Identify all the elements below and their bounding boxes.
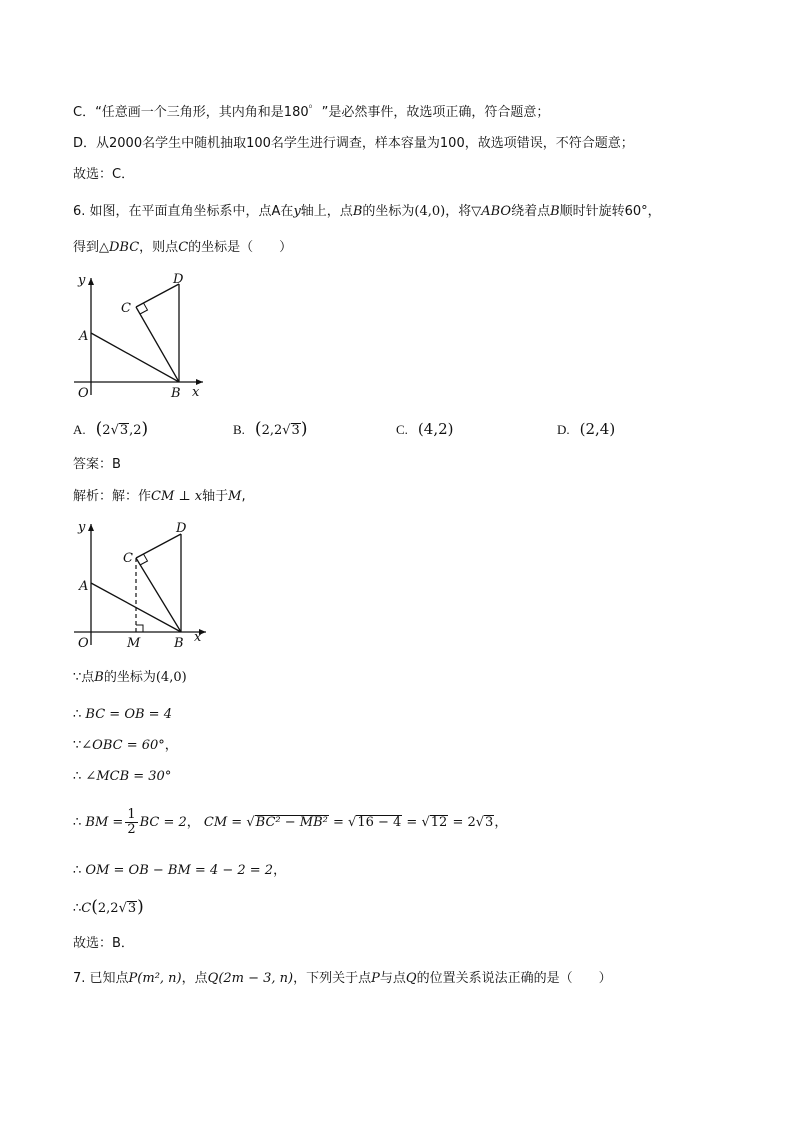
s6a: ∴ (73, 863, 82, 878)
question-7 (73, 969, 612, 989)
q7-qv: (2m − 3, n) (218, 971, 294, 986)
s5o: ， (494, 815, 508, 830)
opt-d-val: (2,4) (579, 420, 616, 438)
an-cm: CM (151, 489, 175, 504)
q7-q: Q (207, 971, 219, 986)
q7-p2: P (371, 971, 380, 986)
option-d-explanation: D．从2000名学生中随机抽取100名学生进行调查，样本容量为100，故选项错误，不符合题意； (73, 136, 634, 151)
q7-t3: 的位置关系说法正确的是（ ） (416, 971, 612, 986)
paren-r: ) (141, 419, 149, 439)
label-y: y (78, 273, 86, 288)
q6-t8: 绕着点 (511, 204, 551, 219)
label-c: C (121, 301, 131, 316)
q6-l2a: 得到△ (73, 240, 109, 255)
step-4 (73, 767, 171, 787)
paren-l: ( (91, 897, 98, 917)
q6-prefix: 6. 如图，在平面直角坐标系中，点A在 (73, 204, 294, 219)
s4b: ∠MCB = 30° (85, 769, 172, 784)
s3a: ∵ (73, 738, 82, 753)
label-y: y (78, 520, 86, 535)
q7-t2: 与点 (379, 971, 406, 986)
segment-dc (136, 284, 179, 307)
opt-c-val: (4,2) (417, 420, 454, 438)
s7a: ∴ (73, 901, 82, 916)
s2a: ∴ (73, 707, 82, 722)
opt-b-v1: 2,2 (261, 423, 283, 438)
s1d: (4,0) (155, 670, 187, 685)
s5i: 16 − 4 (357, 815, 402, 830)
sqrt-sign: √ (475, 815, 485, 830)
q6-b2: B (550, 204, 560, 219)
sqrt-sign: √ (348, 815, 357, 830)
q6-t2: 轴上，点 (300, 204, 353, 219)
step-5 (73, 808, 507, 838)
label-b: B (171, 386, 181, 401)
q6-c: C (178, 240, 189, 255)
segment-ab (91, 333, 179, 382)
s5l: = 2 (448, 815, 476, 830)
q7-prefix: 7. 已知点 (73, 971, 129, 986)
q6-l2e: 的坐标是（ ） (188, 240, 293, 255)
an-t1: 解析：解：作 (73, 489, 152, 504)
s1b: B (94, 670, 104, 685)
sqrt-sign: √ (421, 815, 430, 830)
label-x: x (192, 385, 200, 400)
right-angle-m (136, 625, 143, 632)
s7b: C (81, 901, 92, 916)
q6-abo: ABO (481, 204, 512, 219)
step-3 (73, 736, 178, 756)
s5f: CM = (203, 815, 243, 830)
frac-num: 1 (127, 807, 136, 822)
sqrt-sign: √ (110, 423, 119, 438)
s6b: OM = OB − BM = 4 − 2 = 2 (85, 863, 274, 878)
paren-l: ( (254, 419, 262, 439)
q6-l2c: ，则点 (139, 240, 179, 255)
frac-den: 2 (127, 822, 136, 837)
label-x: x (194, 630, 202, 645)
q7-p: P (128, 971, 138, 986)
paren-r: ) (300, 419, 308, 439)
s1a: ∵点 (73, 670, 95, 685)
s5c: BC = 2 (139, 815, 187, 830)
q6-y: y (293, 204, 301, 219)
q7-pv: (m², n) (137, 971, 182, 986)
label-a: A (79, 579, 89, 594)
an-m: M (228, 489, 242, 504)
q7-q2: Q (405, 971, 417, 986)
s3c: ， (164, 738, 178, 753)
paren-l: ( (95, 419, 103, 439)
s5k: 12 (430, 815, 448, 830)
s4a: ∴ (73, 769, 82, 784)
q6-dbc: DBC (109, 240, 140, 255)
option-c-key: C. (396, 422, 408, 437)
option-a (73, 418, 148, 442)
option-c (396, 418, 453, 442)
s5e: ， (186, 815, 200, 830)
sqrt-sign: √ (118, 901, 127, 916)
answer-q5: 故选：C． (73, 167, 135, 182)
segment-cb (136, 558, 181, 632)
q6-b: B (352, 204, 363, 219)
s3b: ∠OBC = 60° (81, 738, 165, 753)
an-perp: ⊥ (174, 489, 195, 504)
an-t7: , (241, 489, 246, 504)
s2b: BC = OB = 4 (85, 707, 172, 722)
opt-b-rad: 3 (291, 423, 300, 438)
sqrt-sign: √ (282, 423, 291, 438)
s7e: 3 (127, 901, 137, 916)
sqrt-sign: √ (246, 815, 255, 830)
label-b: B (174, 636, 184, 649)
question-6-line1 (73, 202, 661, 222)
s5h: = (328, 815, 349, 830)
opt-a-v1: 2 (102, 423, 111, 438)
analysis-intro (73, 487, 246, 507)
answer-q6: 答案：B (73, 457, 121, 472)
label-d: D (176, 521, 187, 536)
option-b (233, 418, 307, 442)
s1c: 的坐标为 (103, 670, 156, 685)
label-a: A (79, 329, 89, 344)
paren-r: ) (137, 897, 144, 917)
s5a: ∴ (73, 815, 82, 830)
s5g: BC² − MB² (255, 815, 328, 830)
segment-dc (136, 534, 181, 558)
step-1 (73, 668, 187, 688)
step-2 (73, 705, 172, 725)
q6-t4: 的坐标为 (362, 204, 415, 219)
q7-mid: ，点 (181, 971, 208, 986)
s5b: BM = (85, 815, 124, 830)
s6c: ， (273, 863, 287, 878)
option-c-explanation: C．“任意画一个三角形，其内角和是180゜”是必然事件，故选项正确，符合题意； (73, 105, 550, 120)
answer-q6-final: 故选：B． (73, 936, 134, 951)
s5j: = (402, 815, 422, 830)
label-c: C (123, 551, 133, 566)
q6-coord: (4,0) (414, 204, 446, 219)
label-m: M (127, 636, 141, 649)
label-d: D (173, 272, 184, 287)
option-b-key: B. (233, 422, 245, 437)
label-o: O (78, 636, 89, 649)
s5m: 3 (485, 815, 494, 830)
figure-2 (70, 517, 210, 649)
fraction-half (125, 808, 137, 837)
q7-t1: ，下列关于点 (293, 971, 372, 986)
q6-t10: 顺时针旋转60°， (559, 204, 661, 219)
label-o: O (78, 386, 89, 401)
opt-a-rad: 3 (119, 423, 129, 438)
s7d: 2,2 (97, 901, 119, 916)
step-7 (73, 896, 144, 920)
figure-1 (70, 270, 210, 402)
opt-a-v2: ,2 (129, 423, 142, 438)
option-d (557, 418, 615, 442)
an-x: x (194, 489, 203, 504)
option-a-key: A. (73, 422, 86, 437)
an-t5: 轴于 (202, 489, 229, 504)
q6-t6: ，将▽ (445, 204, 482, 219)
question-6-line2 (73, 238, 292, 258)
step-6 (73, 861, 286, 881)
option-d-key: D. (557, 422, 570, 437)
